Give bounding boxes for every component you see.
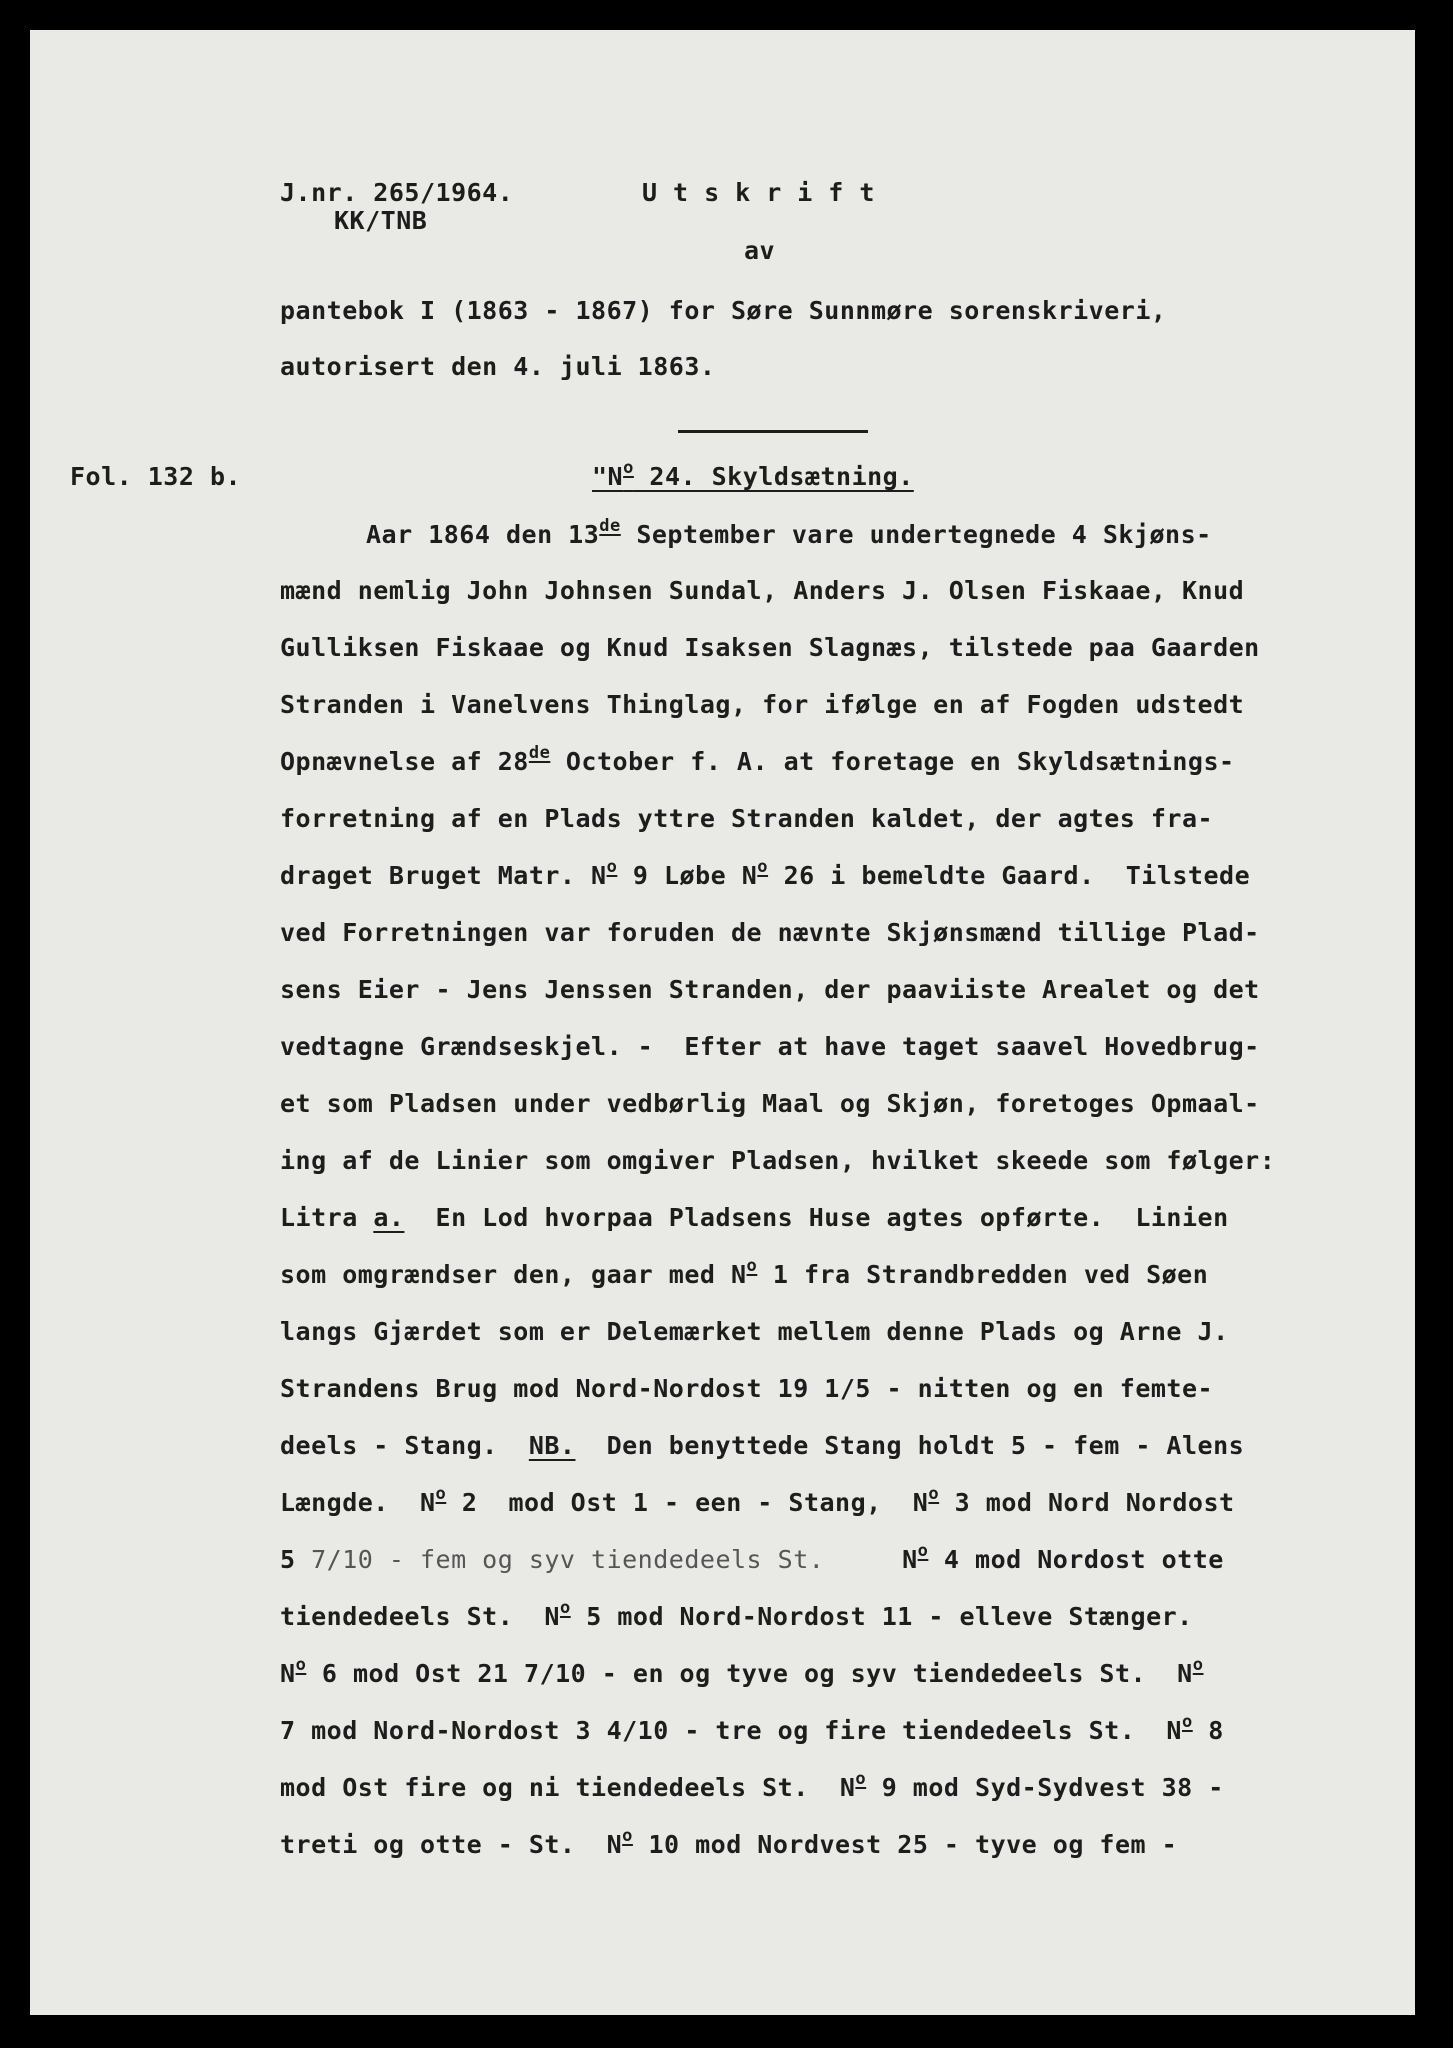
text-line: deels - Stang. NB. Den benyttede Stang holdt 5 - fem - Alens: [280, 1431, 1245, 1460]
document-title: Utskrift: [642, 178, 891, 207]
text-line: Længde. $N^o$ 2 mod Ost 1 - een - Stang, $N^o$ 3 mod Nord Nordost: [280, 1484, 1235, 1517]
text-line: $N^o$ 6 mod Ost 21 7/10 - en og tyve og syv tiendedeels St. $N^o$: [280, 1655, 1204, 1688]
text-line: ing af de Linier som omgiver Pladsen, hvilket skeede som følger:: [280, 1146, 1276, 1175]
text-line: ved Forretningen var foruden de nævnte Skjønsmænd tillige Plad-: [280, 918, 1260, 947]
margin-note: Fol. 132 b.: [70, 462, 242, 491]
text-line: forretning af en Plads yttre Stranden kaldet, der agtes fra-: [280, 804, 1214, 833]
av-word: av: [744, 236, 776, 265]
text-line: Stranden i Vanelvens Thinglag, for ifølge en af Fogden udstedt: [280, 690, 1245, 719]
text-line: som omgrændser den, gaar med $N^o$ 1 fra Strandbredden ved Søen: [280, 1256, 1209, 1289]
text-line: vedtagne Grændseskjel. - Efter at have taget saavel Hovedbrug-: [280, 1032, 1260, 1061]
text-line: treti og otte - St. $N^o$ 10 mod Nordvest 25 - tyve og fem -: [280, 1826, 1178, 1859]
text-line: mod Ost fire og ni tiendedeels St. $N^o$ 9 mod Syd-Sydvest 38 -: [280, 1769, 1224, 1802]
document-page: [30, 30, 1415, 2015]
text-line: mænd nemlig John Johnsen Sundal, Anders J. Olsen Fiskaae, Knud: [280, 576, 1245, 605]
text-line: tiendedeels St. $N^o$ 5 mod Nord-Nordost 11 - elleve Stænger.: [280, 1598, 1193, 1631]
text-line: et som Pladsen under vedbørlig Maal og Skjøn, foretoges Opmaal-: [280, 1089, 1260, 1118]
section-heading: "$N^o$ 24. Skyldsætning.: [592, 458, 914, 491]
subtitle-line-1: pantebok I (1863 - 1867) for Søre Sunnmøre sorenskriveri,: [280, 296, 1167, 325]
text-line: langs Gjærdet som er Delemærket mellem denne Plads og Arne J.: [280, 1317, 1229, 1346]
text-line: sens Eier - Jens Jenssen Stranden, der paaviiste Arealet og det: [280, 975, 1260, 1004]
text-line: 7 mod Nord-Nordost 3 4/10 - tre og fire tiendedeels St. $N^o$ 8: [280, 1712, 1224, 1745]
text-line: Aar 1864 den 13de September vare undertegnede 4 Skjøns-: [366, 516, 1212, 549]
text-line: Litra a. En Lod hvorpaa Pladsens Huse agtes opførte. Linien: [280, 1203, 1229, 1232]
divider-rule: [678, 430, 868, 433]
text-line: draget Bruget Matr. $N^o$ 9 Løbe $N^o$ 26 i bemeldte Gaard. Tilstede: [280, 857, 1251, 890]
text-line: Strandens Brug mod Nord-Nordost 19 1/5 - nitten og en femte-: [280, 1374, 1214, 1403]
subtitle-line-2: autorisert den 4. juli 1863.: [280, 352, 716, 381]
text-line: 5 7/10 - fem og syv tiendedeels St. $N^o$ 4 mod Nordost otte: [280, 1541, 1224, 1574]
initials: KK/TNB: [334, 206, 428, 235]
text-line: Gulliksen Fiskaae og Knud Isaksen Slagnæs, tilstede paa Gaarden: [280, 633, 1260, 662]
journal-number: J.nr. 265/1964.: [280, 178, 514, 207]
text-line: Opnævnelse af 28de October f. A. at foretage en Skyldsætnings-: [280, 743, 1235, 776]
